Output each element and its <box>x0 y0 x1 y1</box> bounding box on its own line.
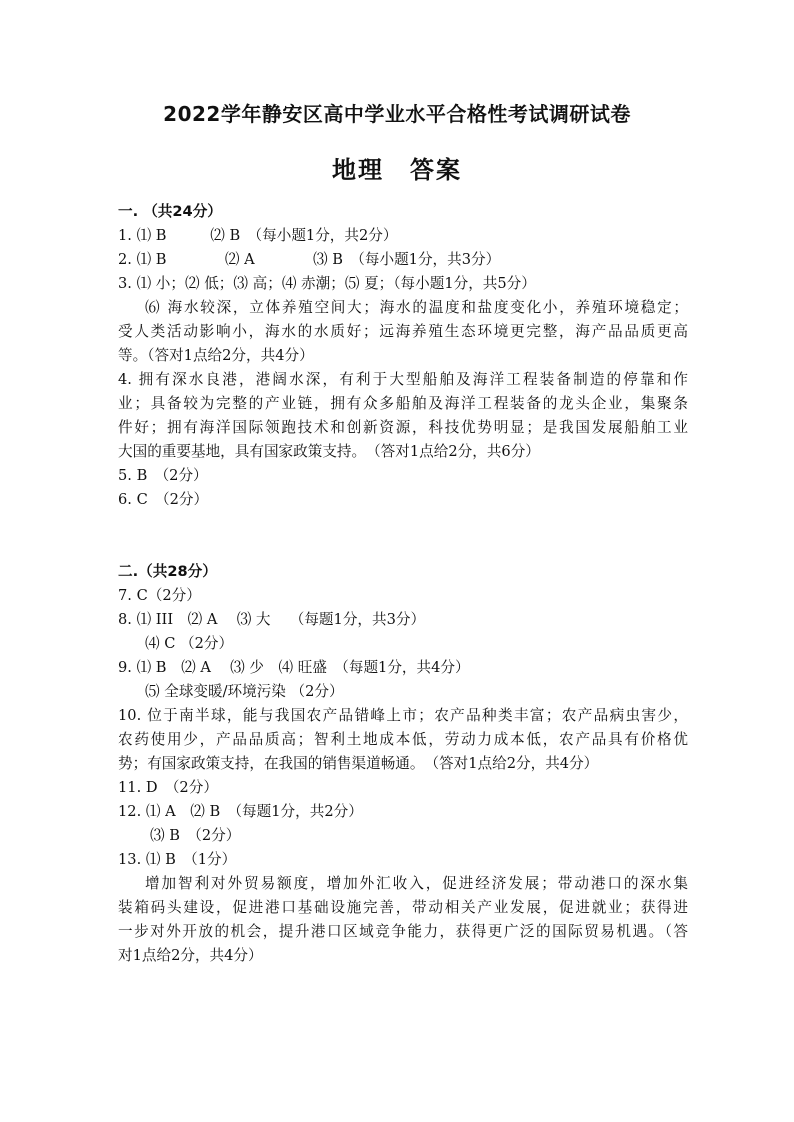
section-2-heading: 二.（共28分） <box>118 563 217 580</box>
answer-line: 一步对外开放的机会，提升港口区域竞争能力，获得更广泛的国际贸易机遇。（答 <box>118 923 688 940</box>
answer-line: ⑸ 全球变暖/环境污染 （2分） <box>145 683 344 700</box>
answer-line: 势；有国家政策支持，在我国的销售渠道畅通。 （答对1点给2分，共4分） <box>118 755 599 772</box>
answer-line: 4. 拥有深水良港，港阔水深，有利于大型船舶及海洋工程装备制造的停靠和作 <box>118 371 688 388</box>
answer-line: 12. ⑴ A ⑵ B （每题1分，共2分） <box>118 803 363 820</box>
answer-line: 2. ⑴ B ⑵ A ⑶ B （每小题1分，共3分） <box>118 251 501 268</box>
section-1-heading: 一. （共24分） <box>118 203 222 220</box>
answer-line: 1. ⑴ B ⑵ B （每小题1分，共2分） <box>118 227 398 244</box>
answer-line: 9. ⑴ B ⑵ A ⑶ 少 ⑷ 旺盛 （每题1分，共4分） <box>118 659 470 676</box>
answer-line: 7. C（2分） <box>118 587 201 604</box>
answer-line: 3. ⑴ 小；⑵ 低；⑶ 高；⑷ 赤潮；⑸ 夏；（每小题1分，共5分） <box>118 275 536 292</box>
answer-line: ⑷ C （2分） <box>145 635 234 652</box>
answer-line: 农药使用少，产品品质高；智利土地成本低，劳动力成本低，农产品具有价格优 <box>118 731 688 748</box>
document-subtitle: 地理 答案 <box>332 156 462 184</box>
answer-line: 增加智利对外贸易额度，增加外汇收入，促进经济发展；带动港口的深水集 <box>145 875 688 892</box>
answer-line: 13. ⑴ B （1分） <box>118 851 237 868</box>
answer-line: 装箱码头建设，促进港口基础设施完善，带动相关产业发展，促进就业；获得进 <box>118 899 688 916</box>
answer-line: 业；具备较为完整的产业链，拥有众多船舶及海洋工程装备的龙头企业，集聚条 <box>118 395 688 412</box>
answer-line: 11. D （2分） <box>118 779 218 796</box>
answer-line: 受人类活动影响小，海水的水质好；远海养殖生态环境更完整，海产品品质更高 <box>118 323 688 340</box>
answer-line: 5. B （2分） <box>118 467 208 484</box>
answer-line: ⑶ B （2分） <box>150 827 241 844</box>
answer-line: 对1点给2分，共4分） <box>118 947 263 964</box>
document-title: 2022学年静安区高中学业水平合格性考试调研试卷 <box>163 102 631 126</box>
answer-line: 件好；拥有海洋国际领跑技术和创新资源，科技优势明显；是我国发展船舶工业 <box>118 419 688 436</box>
answer-line: 6. C （2分） <box>118 491 209 508</box>
answer-line: 8. ⑴ III ⑵ A ⑶ 大 （每题1分，共3分） <box>118 611 426 628</box>
answer-line: 大国的重要基地，具有国家政策支持。 （答对1点给2分，共6分） <box>118 443 540 460</box>
answer-line: ⑹ 海水较深，立体养殖空间大；海水的温度和盐度变化小，养殖环境稳定； <box>145 299 688 316</box>
answer-line: 等。（答对1点给2分，共4分） <box>118 347 314 364</box>
answer-line: 10. 位于南半球，能与我国农产品错峰上市；农产品种类丰富；农产品病虫害少， <box>118 707 688 724</box>
